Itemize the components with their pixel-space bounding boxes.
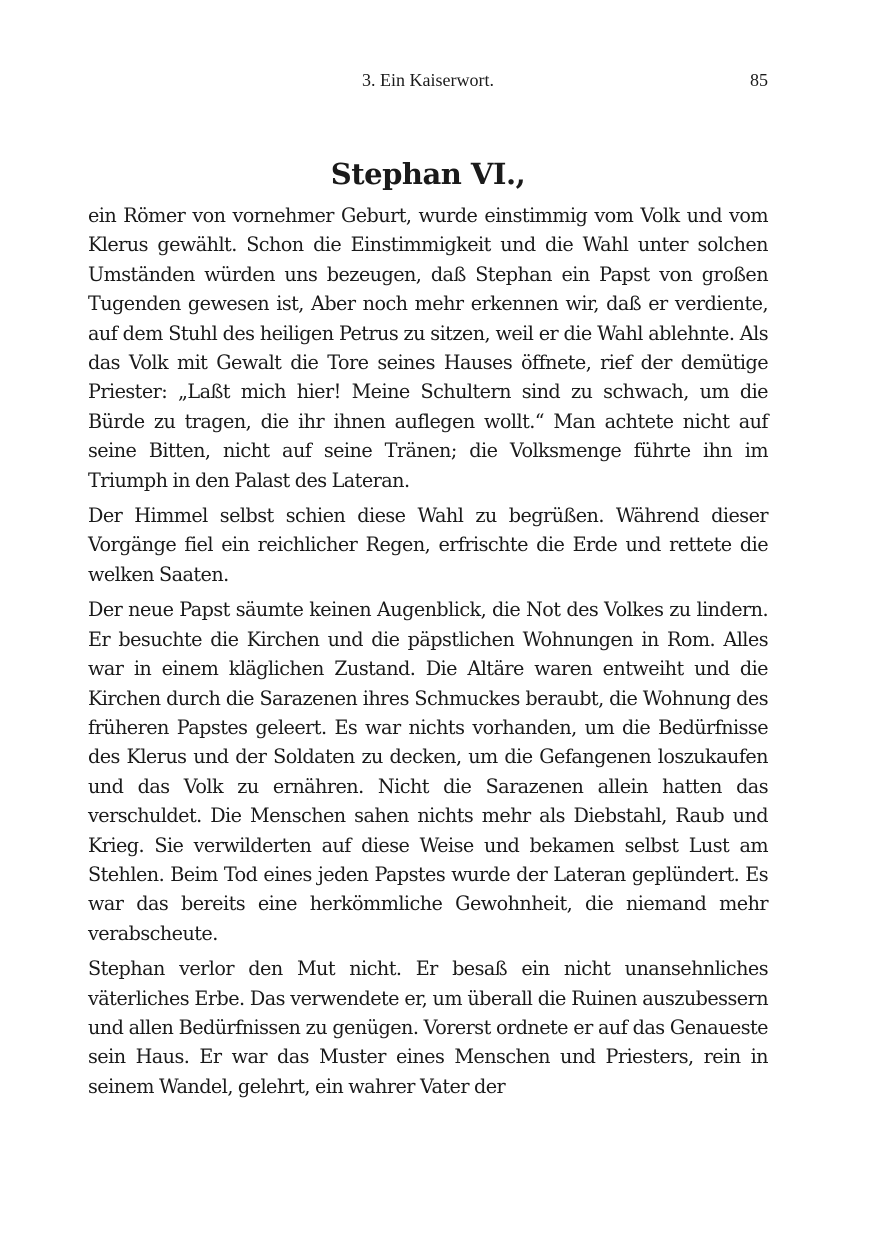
paragraph-3: Der neue Papst säumte keinen Augenblick, die Not des Volkes zu lindern. Er besuchte die Kirchen und die päpstlichen Wohnungen in Rom. Alles war in einem kläglichen Zustand. Die Altäre waren entweiht und die Kirchen durch die Sarazenen ihres Schmuckes beraubt, die Wohnung des früheren Papstes geleert. Es war nichts vorhanden, um die Bedürfnisse des Klerus und der Soldaten zu decken, um die Gefangenen loszukaufen und das Volk zu ernähren. Nicht die Sarazenen allein hatten das verschuldet. Die Menschen sahen nichts mehr als Diebstahl, Raub und Krieg. Sie verwilderten auf diese Weise und bekamen selbst Lust am Stehlen. Beim Tod eines jeden Papstes wurde der Lateran geplündert. Es war das bereits eine herkömmliche Gewohnheit, die niemand mehr verabscheute. — [88, 598, 768, 945]
section-heading: Stephan VI., — [330, 157, 526, 192]
chapter-title: 3. Ein Kaiserwort. — [362, 70, 494, 90]
paragraph-4: Stephan verlor den Mut nicht. Er besaß ein nicht unansehnliches väterliches Erbe. Das verwendete er, um überall die Ruinen auszubessern und allen Bedürfnissen zu genügen. Vorerst ordnete er auf das Genaueste sein Haus. Er war das Muster eines Menschen und Priesters, rein in seinem Wandel, gelehrt, ein wahrer Vater der — [88, 957, 768, 1098]
body-text — [88, 201, 768, 1101]
book-page — [88, 0, 768, 1240]
paragraph-1: ein Römer von vornehmer Geburt, wurde einstimmig vom Volk und vom Klerus gewählt. Schon die Einstimmigkeit und die Wahl unter solchen Umständen würden uns bezeugen, daß Stephan ein Papst von großen Tugenden gewesen ist, Aber noch mehr erkennen wir, daß er verdiente, auf dem Stuhl des heiligen Petrus zu sitzen, weil er die Wahl ablehnte. Als das Volk mit Gewalt die Tore seines Hauses öffnete, rief der demütige Priester: „Laßt mich hier! Meine Schultern sind zu schwach, um die Bürde zu tragen, die ihr ihnen auflegen wollt.“ Man achtete nicht auf seine Bitten, nicht auf seine Tränen; die Volksmenge führte ihn im Triumph in den Palast des Lateran. — [88, 204, 768, 492]
paragraph-2: Der Himmel selbst schien diese Wahl zu begrüßen. Während dieser Vorgänge fiel ein reichlicher Regen, erfrischte die Erde und rettete die welken Saaten. — [88, 504, 768, 586]
running-header — [88, 70, 768, 94]
page-number: 85 — [750, 70, 768, 90]
